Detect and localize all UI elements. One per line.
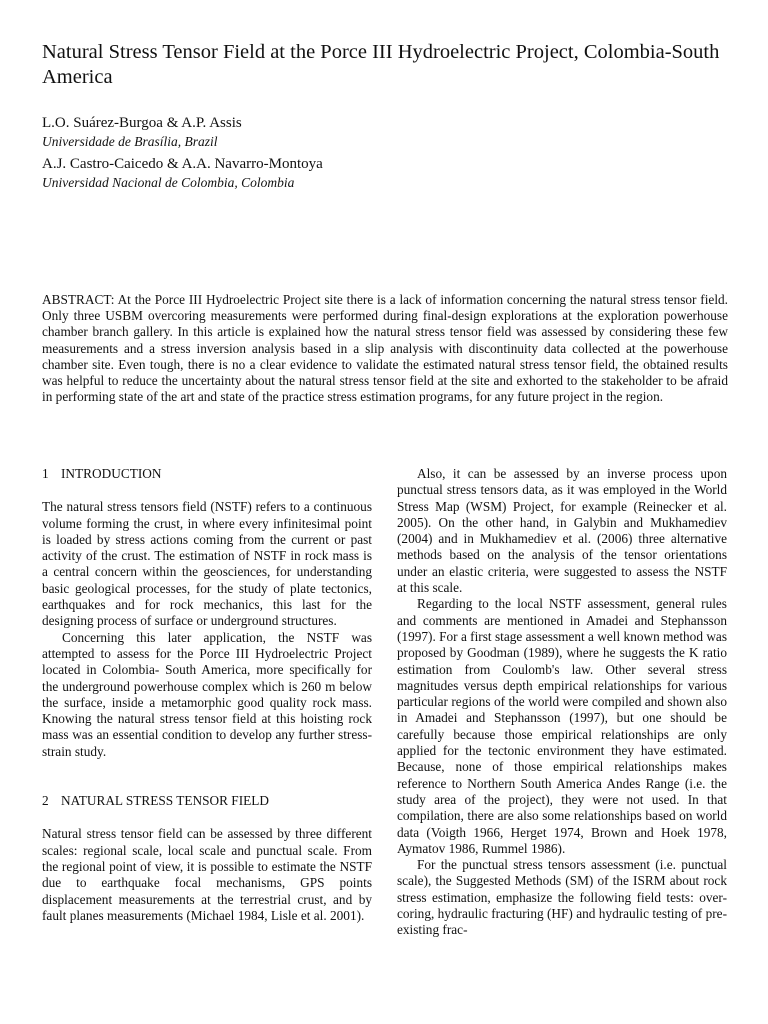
author-affiliation: Universidade de Brasília, Brazil	[42, 134, 218, 149]
section-heading-nstf	[42, 793, 372, 809]
section-number: 2	[42, 793, 49, 809]
left-column	[42, 466, 372, 924]
author-block-2	[42, 155, 732, 191]
paragraph: Concerning this later application, the NSTF was attempted to assess for the Porce III Hydroelectric Project located in Colombia- South America, more specifically for the underground powerhouse complex which is 260 m below the surface, inside a metamorphic good quality rock mass. Knowing the natural stress tensor field at this hoisting rock mass was an essential condition to develop any further stress-strain study.	[42, 629, 372, 759]
paragraph: Also, it can be assessed by an inverse process upon punctual stress tensors data, as it was employed in the World Stress Map (WSM) Project, for example (Reinecker et al. 2005). On the other hand, in Galybin and Mukhamediev (2004) and in Mukhamediev et al. (2006) three alternative methods based on the analysis of the tensor orientations under an elastic criteria, were suggested to assess the NSTF at this scale.	[397, 466, 727, 596]
paragraph: Natural stress tensor field can be assessed by three different scales: regional scale, local scale and punctual scale. From the regional point of view, it is possible to estimate the NSTF due to earthquake focal mechanisms, GPS points displacement measurements at the terrestrial crust, and by fault planes measurements (Michael 1984, Lisle et al. 2001).	[42, 826, 372, 923]
author-names: L.O. Suárez-Burgoa & A.P. Assis	[42, 115, 242, 131]
paragraph: For the punctual stress tensors assessment (i.e. punctual scale), the Suggested Methods (SM) of the ISRM about rock stress estimation, emphasize the following field tests: over-coring, hydraulic fracturing (HF) and hydraulic testing of pre-existing frac-	[397, 857, 727, 938]
section-title: INTRODUCTION	[61, 466, 162, 481]
author-names: A.J. Castro-Caicedo & A.A. Navarro-Montoya	[42, 156, 323, 172]
section-number: 1	[42, 466, 49, 481]
right-column	[397, 466, 727, 939]
section-title: NATURAL STRESS TENSOR FIELD	[61, 793, 269, 809]
paragraph: Regarding to the local NSTF assessment, general rules and comments are mentioned in Amadei and Stephansson (1997). For a first stage assessment a well known method was proposed by Goodman (1989), where he suggests the K ratio estimation from Coulomb's law. Other several stress magnitudes versus depth empirical relationships for various particular regions of the world were compiled and shown also in Amadei and Stephansson (1997), but one should be carefully because those empirical relationships are only applied for the tectonic environment they have estimated. Because, none of those empirical relationships makes reference to Northern South America Andes Range (i.e. the study area of the project), they were not used. In that compilation, there are also some relationships based on world data (Voigth 1966, Herget 1974, Brown and Hoek 1978, Aymatov 1986, Rummel 1986).	[397, 596, 727, 856]
author-affiliation: Universidad Nacional de Colombia, Colombia	[42, 175, 295, 190]
paper-title: Natural Stress Tensor Field at the Porce III Hydroelectric Project, Colombia-South America	[42, 41, 720, 88]
section-heading-introduction	[42, 466, 372, 482]
paragraph: The natural stress tensors field (NSTF) refers to a continuous volume forming the crust, in where every infinitesimal point is loaded by stress actions coming from the current or past activity of the crust. The estimation of NSTF in rock mass is a central concern within the geosciences, for understanding basic geological processes, for the study of plate tectonics, earthquakes and for rock mechanics, this last for the designing process of surface or underground structures.	[42, 499, 372, 629]
author-block-1	[42, 114, 732, 150]
abstract: ABSTRACT: At the Porce III Hydroelectric Project site there is a lack of information concerning the natural stress tensor field. Only three USBM overcoring measurements were performed during final-design explorations at the exploration powerhouse chamber branch gallery. In this article is explained how the natural stress tensor field was assessed by considering these few measurements and a stress inversion analysis based in a slip analysis with discontinuity data collected at the powerhouse chamber site. Even tough, there is no a clear evidence to validate the estimated natural stress tensor field, the obtained results was helpful to reduce the uncertainty about the natural stress tensor field at the site and exhorted to the stakeholder to be afraid in performing state of the art and state of the practice stress estimation programs, for any future project in the region.	[42, 292, 728, 405]
